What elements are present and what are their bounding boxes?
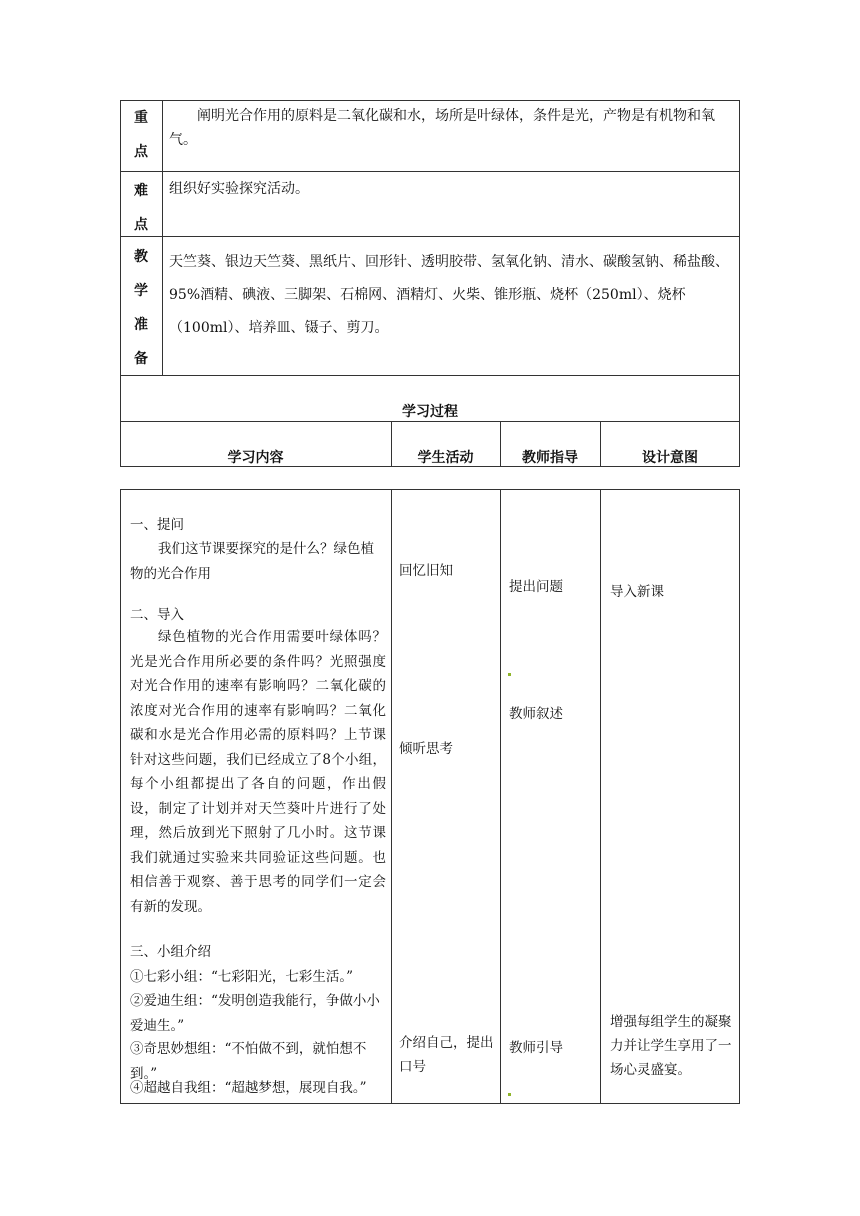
row-divider [120,421,740,422]
label-char: 备 [134,351,148,367]
teacher-guidance-question: 提出问题 [509,579,563,595]
column-divider [391,489,392,1104]
row-divider [120,171,740,172]
header-design-intent: 设计意图 [642,450,698,466]
label-char: 点 [134,144,148,160]
row-label-key-point [121,101,161,169]
label-char: 重 [134,110,148,126]
label-char: 难 [134,183,148,199]
preparation-text: 天竺葵、银边天竺葵、黑纸片、回形针、透明胶带、氢氧化钠、清水、碳酸氢钠、稀盐酸、95%酒精、碘液、三脚架、石棉网、酒精灯、火柴、锥形瓶、烧杯（250ml）、烧杯（100ml）、培养皿、镊子、剪刀。 [169,254,729,336]
group-item: ④超越自我组：“超越梦想，展现自我。” [130,1080,367,1096]
mark-dot [508,1093,511,1096]
section-title-intro: 二、导入 [130,607,184,623]
design-intent-cohesion: 增强每组学生的凝聚力并让学生享用了一场心灵盛宴。 [610,1014,732,1078]
difficulty-text: 组织好实验探究活动。 [169,181,309,197]
group-item: ②爱迪生组：“发明创造我能行，争做小小爱迪生。” [130,993,380,1034]
label-column-divider [162,100,163,375]
column-divider [600,489,601,1104]
design-intent-intro: 导入新课 [610,584,664,600]
row-label-preparation [121,240,161,376]
label-char: 学 [134,283,148,299]
label-char: 教 [134,249,148,265]
key-point-text: 阐明光合作用的原料是二氧化碳和水，场所是叶绿体，条件是光，产物是有机物和氧气。 [169,108,715,148]
section-title-groups: 三、小组介绍 [130,944,211,960]
header-teacher-guidance: 教师指导 [522,450,578,466]
label-char: 点 [134,217,148,233]
row-divider [120,375,740,376]
header-student-activity: 学生活动 [417,450,474,466]
teacher-guidance-narrate: 教师叙述 [509,706,563,722]
section-title-question: 一、提问 [130,517,184,533]
label-char: 准 [134,317,148,333]
header-learning-content: 学习内容 [227,450,284,466]
student-activity-recall: 回忆旧知 [399,563,453,579]
section-text-question: 我们这节课要探究的是什么？绿色植物的光合作用 [130,541,374,582]
group-item: ①七彩小组：“七彩阳光，七彩生活。” [130,969,354,985]
section-text-intro: 绿色植物的光合作用需要叶绿体吗？光是光合作用所必要的条件吗？光照强度对光合作用的速率有影响吗？二氧化碳的浓度对光合作用的速率有影响吗？二氧化碳和水是光合作用必需的原料吗？上节课针对这些问题，我们已经成立了8个小组，每个小组都提出了各自的问题，作出假设，制定了计划并对天竺葵叶片进行了处理，然后放到光下照射了几小时。这节课我们就通过实验来共同验证这些问题。也相信善于观察、善于思考的同学们一定会有新的发现。 [130,629,386,915]
process-title: 学习过程 [402,404,458,420]
student-activity-introduce: 介绍自己，提出口号 [399,1035,494,1075]
teacher-guidance-guide: 教师引导 [509,1040,563,1056]
group-item: ③奇思妙想组：“不怕做不到，就怕想不到。” [130,1041,367,1082]
column-divider [500,489,501,1104]
row-label-difficulty [121,174,161,242]
mark-dot [508,673,511,676]
student-activity-listen: 倾听思考 [399,741,453,757]
row-divider [120,236,740,237]
